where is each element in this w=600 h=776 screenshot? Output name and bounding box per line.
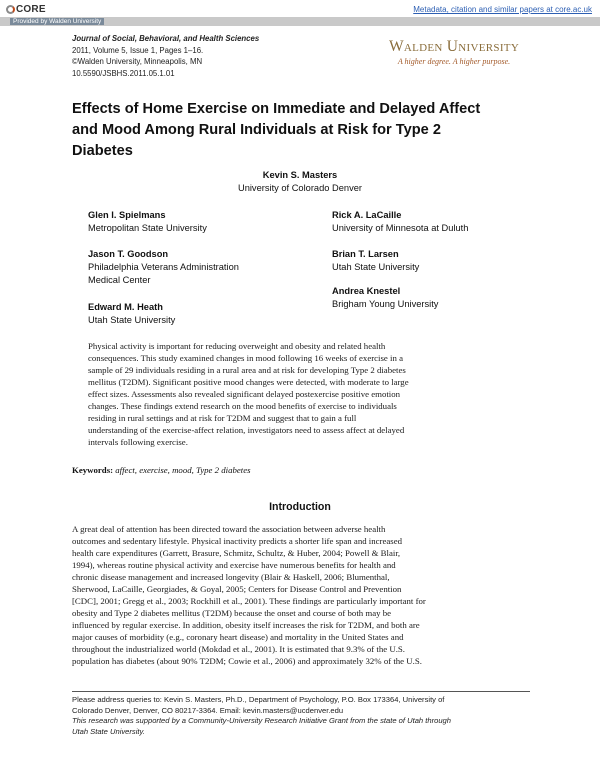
author-name: Kevin S. Masters — [262, 170, 338, 180]
footnote-divider — [72, 691, 530, 692]
footnote-line: Please address queries to: Kevin S. Masters, Ph.D., Department of Psychology, P.O. Box 173364, University of — [72, 695, 445, 704]
lead-author — [0, 169, 600, 195]
author-affiliation: University of Colorado Denver — [237, 183, 362, 193]
author-block — [88, 209, 308, 235]
author-block — [332, 209, 552, 235]
author-block — [88, 248, 308, 287]
author-block — [332, 248, 552, 274]
author-name: Rick A. LaCaille — [332, 210, 402, 220]
abstract-line: understanding of the exercise-affect relation, investigators need to assess affect at delayed — [88, 425, 405, 435]
author-affiliation: Philadelphia Veterans Administration — [88, 262, 239, 272]
author-name: Edward M. Heath — [88, 302, 163, 312]
journal-name: Journal of Social, Behavioral, and Health Sciences — [72, 34, 260, 43]
keywords-value: affect, exercise, mood, Type 2 diabetes — [115, 465, 251, 475]
title-line: and Mood Among Rural Individuals at Risk for Type 2 — [72, 122, 441, 138]
abstract-line: effect sizes. Assessments also revealed significant delayed postexercise positive emotion — [88, 389, 401, 399]
core-logo-text: CORE — [16, 4, 46, 15]
footnote-line: This research was supported by a Community-University Research Initiative Grant from the state of Utah through — [72, 716, 452, 725]
abstract-line: mellitus (T2DM). Significant positive mood changes were detected, with moderate to large — [88, 377, 409, 387]
walden-logo — [378, 38, 530, 66]
intro-line: outcomes and sedentary lifestyle. Physical inactivity predicts a shorter life span and increased — [72, 536, 403, 546]
author-name: Jason T. Goodson — [88, 249, 169, 259]
intro-line: obesity and Type 2 diabetes mellitus (T2DM) because the onset and course of both may be — [72, 608, 392, 618]
abstract-line: changes. These findings extend research on the mood benefits of exercise to individuals — [88, 401, 397, 411]
keywords-label: Keywords: — [72, 465, 114, 475]
author-block — [332, 285, 552, 311]
paper-title — [72, 99, 532, 162]
intro-line: [CDC], 2001; Gregg et al., 2003; Rockhill et al., 2001). These findings are particularly important for — [72, 596, 426, 606]
journal-volume: 2011, Volume 5, Issue 1, Pages 1–16. — [72, 45, 204, 55]
abstract-line: intervals following exercise. — [88, 437, 188, 447]
author-name: Glen I. Spielmans — [88, 210, 166, 220]
section-heading: Introduction — [269, 501, 331, 513]
core-logo-icon — [6, 5, 15, 14]
footnote-line: Colorado Denver, Denver, CO 80217-3364. Email: kevin.masters@ucdenver.edu — [72, 705, 344, 715]
provided-by-text: Provided by Walden University — [10, 18, 104, 25]
author-affiliation: Utah State University — [88, 315, 176, 325]
intro-text — [72, 523, 530, 667]
intro-line: health care expenditures (Garrett, Brasure, Schmitz, Schultz, & Huber, 2004; Powell & Blair, — [72, 548, 401, 558]
journal-meta — [72, 33, 259, 79]
author-name: Brian T. Larsen — [332, 249, 399, 259]
intro-line: major causes of morbidity (e.g., coronary heart disease) and mortality in the United States and — [72, 632, 404, 642]
journal-copyright: ©Walden University, Minneapolis, MN — [72, 57, 203, 66]
core-logo[interactable] — [6, 4, 46, 15]
author-block — [88, 301, 308, 327]
title-line: Effects of Home Exercise on Immediate and Delayed Affect — [72, 101, 481, 117]
author-affiliation: University of Minnesota at Duluth — [332, 223, 469, 233]
intro-line: chronic disease management and increased longevity (Blair & Haskell, 2006; Blumenthal, — [72, 572, 390, 582]
walden-name: Walden University — [388, 38, 520, 55]
intro-line: throughout the industrialized world (Mokdad et al., 2001). It is estimated that 9.3% of the U.S. — [72, 644, 405, 654]
abstract-line: consequences. This study examined changes in mood following 16 weeks of exercise in a — [88, 353, 403, 363]
abstract-line: Physical activity is important for reducing overweight and obesity and related health — [88, 341, 386, 351]
journal-doi: 10.5590/JSBHS.2011.05.1.01 — [72, 68, 175, 78]
intro-line: population has diabetes (about 90% T2DM; Cowie et al., 2006) and approximately 32% of the U.S. — [72, 656, 422, 666]
intro-line: Sherwood, LaCaille, Georgiades, & Goyal, 2005; Centers for Disease Control and Prevention — [72, 584, 402, 594]
intro-line: 1994), whereas routine physical activity and exercise have numerous benefits for health and — [72, 560, 396, 570]
intro-line: A great deal of attention has been directed toward the association between adverse health — [72, 524, 386, 534]
footnote-line: Utah State University. — [72, 726, 145, 736]
metadata-link[interactable]: Metadata, citation and similar papers at core.ac.uk — [413, 5, 592, 14]
author-affiliation: Medical Center — [88, 275, 151, 285]
walden-tagline: A higher degree. A higher purpose. — [397, 57, 511, 66]
author-affiliation: Metropolitan State University — [88, 223, 207, 233]
abstract-line: sample of 29 individuals residing in a rural area and at risk for developing Type 2 diabetes — [88, 365, 406, 375]
footnote — [72, 695, 532, 737]
abstract-line: residing in rural settings and at risk for T2DM and suggest that to gain a full — [88, 413, 357, 423]
keywords — [72, 465, 251, 475]
author-affiliation: Utah State University — [332, 262, 420, 272]
provided-by-bar — [0, 17, 600, 26]
intro-line: influenced by regular exercise. In addition, obesity itself increases the risk for T2DM, and both are — [72, 620, 420, 630]
title-line: Diabetes — [72, 143, 133, 159]
abstract — [88, 340, 512, 448]
author-affiliation: Brigham Young University — [332, 299, 439, 309]
author-name: Andrea Knestel — [332, 286, 401, 296]
